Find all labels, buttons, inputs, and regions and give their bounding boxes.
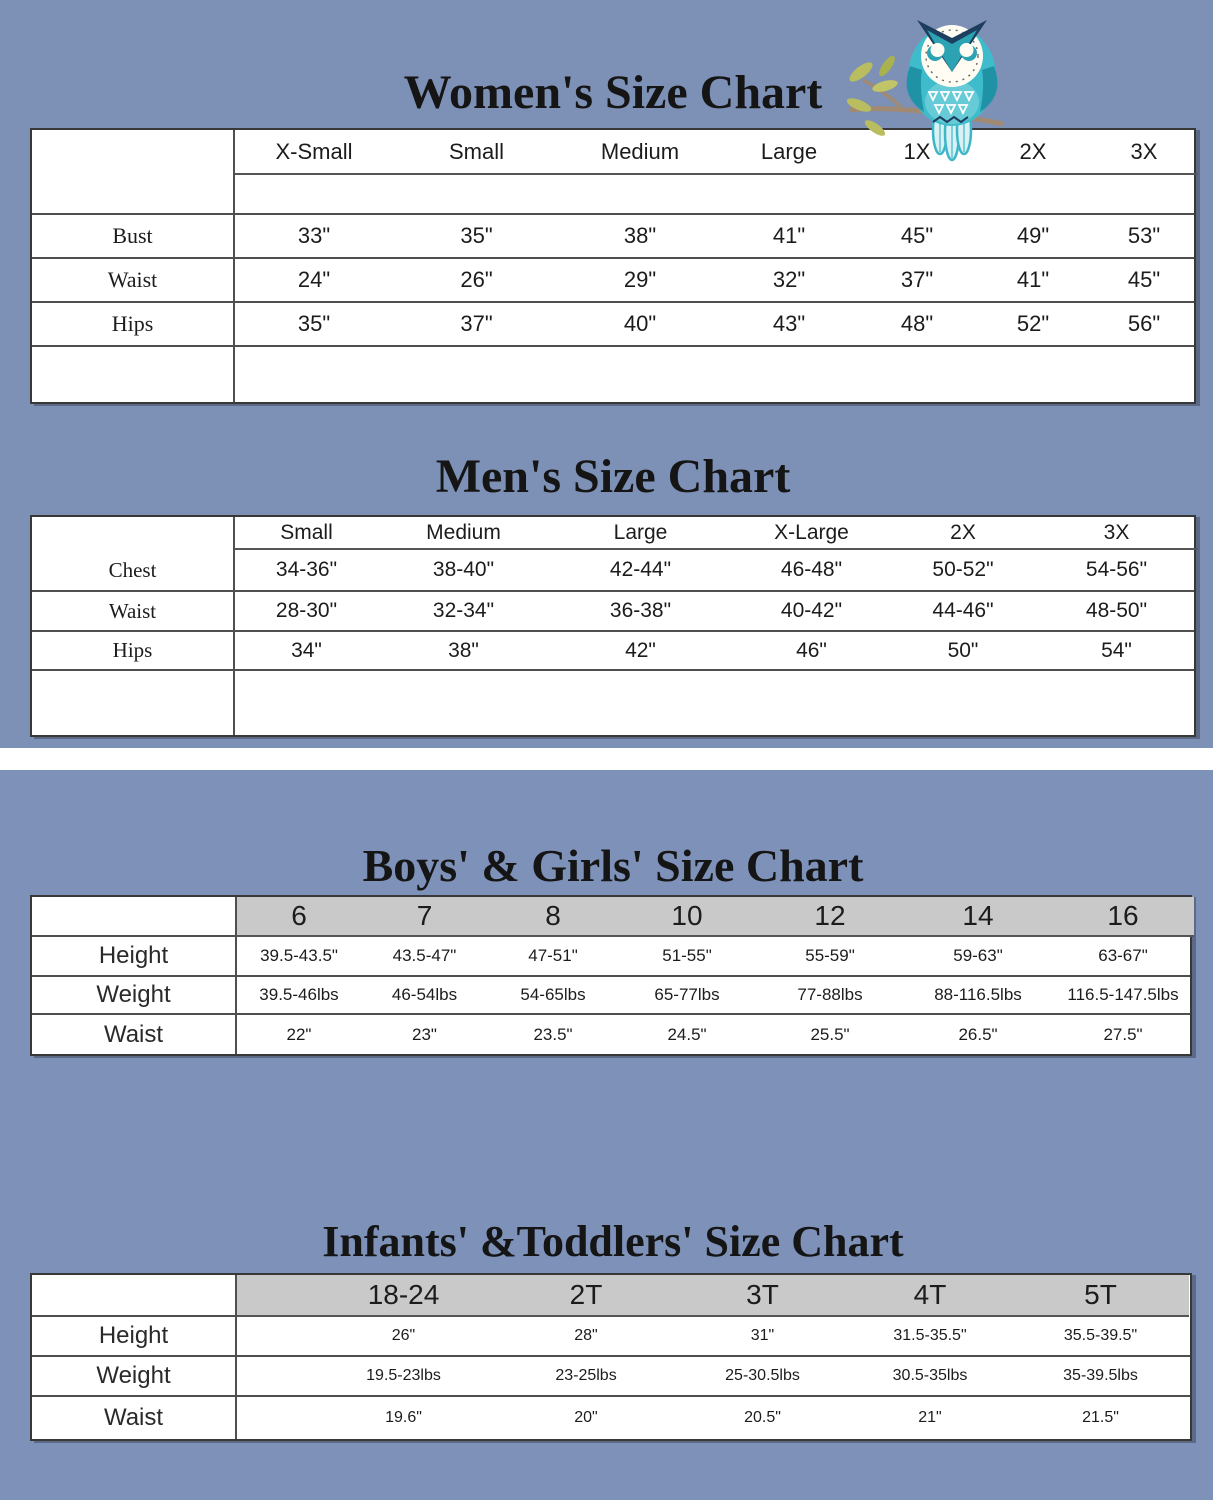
- cell: 33": [297, 223, 331, 248]
- cell: 29": [623, 267, 657, 292]
- cell: 35-39.5lbs: [1063, 1367, 1138, 1384]
- column-header: Medium: [560, 130, 720, 175]
- cell: 45": [900, 223, 934, 248]
- womens-size-table: [30, 128, 1196, 404]
- column-header: Small: [393, 130, 560, 175]
- table-row: [32, 592, 1194, 632]
- table-row: [32, 517, 1194, 550]
- cell: 47-51": [528, 946, 578, 965]
- cell: 26.5": [958, 1024, 998, 1044]
- cell: 53": [1127, 223, 1161, 248]
- cell: 52": [1016, 311, 1050, 336]
- row-label: Waist: [32, 259, 235, 301]
- cell: 48": [900, 311, 934, 336]
- cell: 88-116.5lbs: [934, 985, 1022, 1004]
- womens-chart-title: Women's Size Chart: [403, 66, 823, 119]
- table-row: [32, 259, 1194, 303]
- cell: 40": [623, 311, 657, 336]
- mens-chart-title: Men's Size Chart: [435, 450, 791, 503]
- cell: 21": [918, 1409, 942, 1426]
- column-header: 8: [488, 897, 618, 937]
- cell: 22": [286, 1024, 312, 1044]
- cell: 56": [1127, 311, 1161, 336]
- cell: 54-56": [1085, 558, 1148, 581]
- row-label: Bust: [32, 215, 235, 257]
- row-label: Hips: [32, 632, 235, 669]
- column-header: 1X: [858, 130, 976, 175]
- table-row: [32, 303, 1194, 347]
- column-header: 14: [904, 897, 1052, 937]
- cell: 28": [574, 1327, 598, 1344]
- cell: 54": [1101, 638, 1132, 662]
- spacer-row: [32, 347, 1194, 402]
- column-header: 3X: [1035, 517, 1198, 550]
- corner-cell: [32, 130, 235, 175]
- cell: 40-42": [780, 599, 843, 622]
- cell: 24.5": [667, 1024, 707, 1044]
- cell: 48-50": [1085, 599, 1148, 622]
- column-header: 2X: [891, 517, 1035, 550]
- cell: 31.5-35.5": [893, 1327, 967, 1344]
- cell: 23": [412, 1024, 437, 1044]
- cell: 35.5-39.5": [1063, 1327, 1138, 1344]
- cell: 19.6": [385, 1409, 422, 1426]
- column-header: 6: [237, 897, 361, 937]
- cell: 25-30.5lbs: [725, 1367, 800, 1384]
- row-label: Waist: [32, 1397, 237, 1439]
- section-divider: [0, 748, 1213, 770]
- cell: 35": [297, 311, 331, 336]
- spacer-cell: [235, 175, 1198, 213]
- cell: 39.5-43.5": [260, 946, 338, 965]
- cell: 27.5": [1103, 1024, 1143, 1044]
- column-header: Medium: [378, 517, 549, 550]
- cell: 46-54lbs: [391, 985, 458, 1004]
- cell: 23.5": [533, 1024, 573, 1044]
- cell: 20": [574, 1409, 598, 1426]
- cell: 26": [460, 267, 493, 292]
- cell: 37": [900, 267, 934, 292]
- cell: 38": [623, 223, 657, 248]
- column-header: Large: [549, 517, 732, 550]
- cell: 46": [796, 638, 827, 662]
- cell: 43.5-47": [392, 946, 457, 965]
- boys-girls-chart-title: Boys' & Girls' Size Chart: [362, 840, 864, 891]
- cell: 43": [772, 311, 806, 336]
- cell: 50": [947, 638, 979, 662]
- cell: 26": [391, 1327, 416, 1344]
- cell: 44-46": [932, 599, 994, 622]
- row-label: Height: [32, 1317, 237, 1355]
- spacer-row: [32, 175, 1194, 215]
- table-row: [32, 1015, 1190, 1054]
- column-header: Small: [235, 517, 378, 550]
- column-header: 18-24: [237, 1275, 495, 1317]
- cell: 45": [1127, 267, 1161, 292]
- spacer-cell: [32, 175, 235, 213]
- spacer-cell: [32, 671, 235, 735]
- spacer-cell: [235, 671, 1198, 735]
- table-row: [32, 1275, 1190, 1317]
- column-header: 12: [756, 897, 904, 937]
- spacer-row: [32, 671, 1194, 735]
- spacer-cell: [32, 347, 235, 402]
- column-header: 2T: [495, 1275, 677, 1317]
- column-header: 5T: [1012, 1275, 1189, 1317]
- cell: 63-67": [1098, 946, 1148, 965]
- cell: 51-55": [662, 946, 712, 965]
- row-label: Waist: [32, 592, 235, 630]
- table-row: [32, 215, 1194, 259]
- cell: 41": [772, 223, 806, 248]
- cell: 50-52": [932, 558, 994, 581]
- cell: 20.5": [744, 1409, 781, 1426]
- cell: 28-30": [275, 599, 338, 622]
- cell: 49": [1016, 223, 1050, 248]
- cell: 38-40": [432, 558, 495, 581]
- table-row: [32, 1317, 1190, 1357]
- cell: 42": [625, 638, 656, 662]
- cell: 46-48": [780, 558, 843, 581]
- table-row: [32, 632, 1194, 671]
- cell: 41": [1016, 267, 1050, 292]
- table-row: [32, 550, 1194, 592]
- owl-icon: [845, 10, 1010, 162]
- row-label: Weight: [32, 1357, 237, 1395]
- corner-cell: [32, 897, 237, 937]
- column-header: Large: [720, 130, 858, 175]
- mens-size-table: [30, 515, 1196, 737]
- cell: 31": [750, 1327, 775, 1344]
- infants-toddlers-size-table: [30, 1273, 1192, 1441]
- column-header: 16: [1052, 897, 1194, 937]
- cell: 32": [772, 267, 806, 292]
- column-header: 7: [361, 897, 488, 937]
- column-header: 3X: [1090, 130, 1198, 175]
- cell: 35": [460, 223, 493, 248]
- column-header: X-Large: [732, 517, 891, 550]
- spacer-cell: [235, 347, 1198, 402]
- corner-cell: [32, 517, 235, 550]
- row-label: Hips: [32, 303, 235, 345]
- corner-cell: [32, 1275, 237, 1317]
- cell: 19.5-23lbs: [366, 1367, 441, 1384]
- infants-toddlers-chart-title: Infants' &Toddlers' Size Chart: [322, 1217, 904, 1266]
- row-label: Height: [32, 937, 237, 975]
- column-header: 4T: [848, 1275, 1012, 1317]
- cell: 65-77lbs: [654, 985, 720, 1004]
- cell: 59-63": [953, 946, 1003, 965]
- cell: 54-65lbs: [520, 985, 586, 1004]
- cell: 30.5-35lbs: [892, 1367, 968, 1384]
- column-header: 3T: [677, 1275, 848, 1317]
- cell: 77-88lbs: [797, 985, 863, 1004]
- column-header: X-Small: [235, 130, 393, 175]
- row-label: Chest: [32, 550, 235, 590]
- column-header: 10: [618, 897, 756, 937]
- cell: 34-36": [275, 558, 338, 581]
- cell: 25.5": [810, 1024, 850, 1044]
- row-label: Weight: [32, 977, 237, 1013]
- cell: 32-34": [432, 599, 495, 622]
- table-row: [32, 977, 1190, 1015]
- table-row: [32, 897, 1190, 937]
- cell: 36-38": [609, 599, 672, 622]
- cell: 55-59": [805, 946, 855, 965]
- cell: 23-25lbs: [555, 1367, 617, 1384]
- cell: 34": [291, 638, 322, 662]
- cell: 116.5-147.5lbs: [1067, 985, 1179, 1004]
- table-row: [32, 1397, 1190, 1439]
- cell: 39.5-46lbs: [259, 985, 339, 1004]
- cell: 24": [297, 267, 331, 292]
- row-label: Waist: [32, 1015, 237, 1054]
- boys-girls-size-table: [30, 895, 1192, 1056]
- table-row: [32, 937, 1190, 977]
- cell: 42-44": [609, 558, 672, 581]
- cell: 21.5": [1082, 1409, 1119, 1426]
- cell: 38": [448, 638, 479, 662]
- cell: 37": [460, 311, 493, 336]
- table-row: [32, 130, 1194, 175]
- column-header: 2X: [976, 130, 1090, 175]
- table-row: [32, 1357, 1190, 1397]
